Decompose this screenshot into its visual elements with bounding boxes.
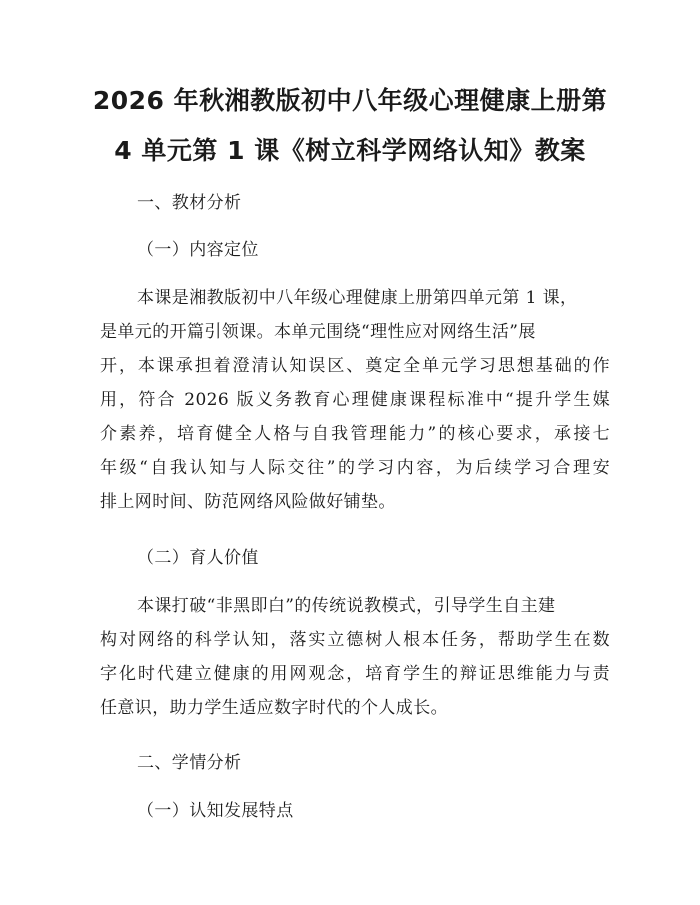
paragraph-line: 是单元的开篇引领课。本单元围绕“理性应对网络生活”展 xyxy=(100,322,536,342)
paragraph-line: 介素养，培育健全人格与自我管理能力”的核心要求，承接七 xyxy=(100,424,610,444)
subsection-heading-educational-value: （二）育人价值 xyxy=(137,548,259,568)
document-title-line-1: 2026 年秋湘教版初中八年级心理健康上册第 xyxy=(92,86,608,115)
paragraph-line: 本课打破“非黑即白”的传统说教模式，引导学生自主建 xyxy=(137,596,556,616)
document-title-line-2: 4 单元第 1 课《树立科学网络认知》教案 xyxy=(114,136,586,165)
paragraph-line: 本课是湘教版初中八年级心理健康上册第四单元第 1 课， xyxy=(137,288,578,308)
paragraph-line: 任意识，助力学生适应数字时代的个人成长。 xyxy=(100,698,448,718)
paragraph-line: 排上网时间、防范网络风险做好铺垫。 xyxy=(100,492,396,512)
subsection-heading-content-positioning: （一）内容定位 xyxy=(137,240,259,260)
paragraph-line: 年级“自我认知与人际交往”的学习内容，为后续学习合理安 xyxy=(100,458,610,478)
subsection-heading-cognitive-development: （一）认知发展特点 xyxy=(137,801,294,821)
paragraph-line: 字化时代建立健康的用网观念，培育学生的辩证思维能力与责 xyxy=(100,664,610,684)
paragraph-line: 开，本课承担着澄清认知误区、奠定全单元学习思想基础的作 xyxy=(100,356,610,376)
section-heading-student-analysis: 二、学情分析 xyxy=(137,753,242,773)
paragraph-line: 用，符合 2026 版义务教育心理健康课程标准中“提升学生媒 xyxy=(100,390,610,410)
paragraph-line: 构对网络的科学认知，落实立德树人根本任务，帮助学生在数 xyxy=(100,630,610,650)
section-heading-textbook-analysis: 一、教材分析 xyxy=(137,193,242,213)
